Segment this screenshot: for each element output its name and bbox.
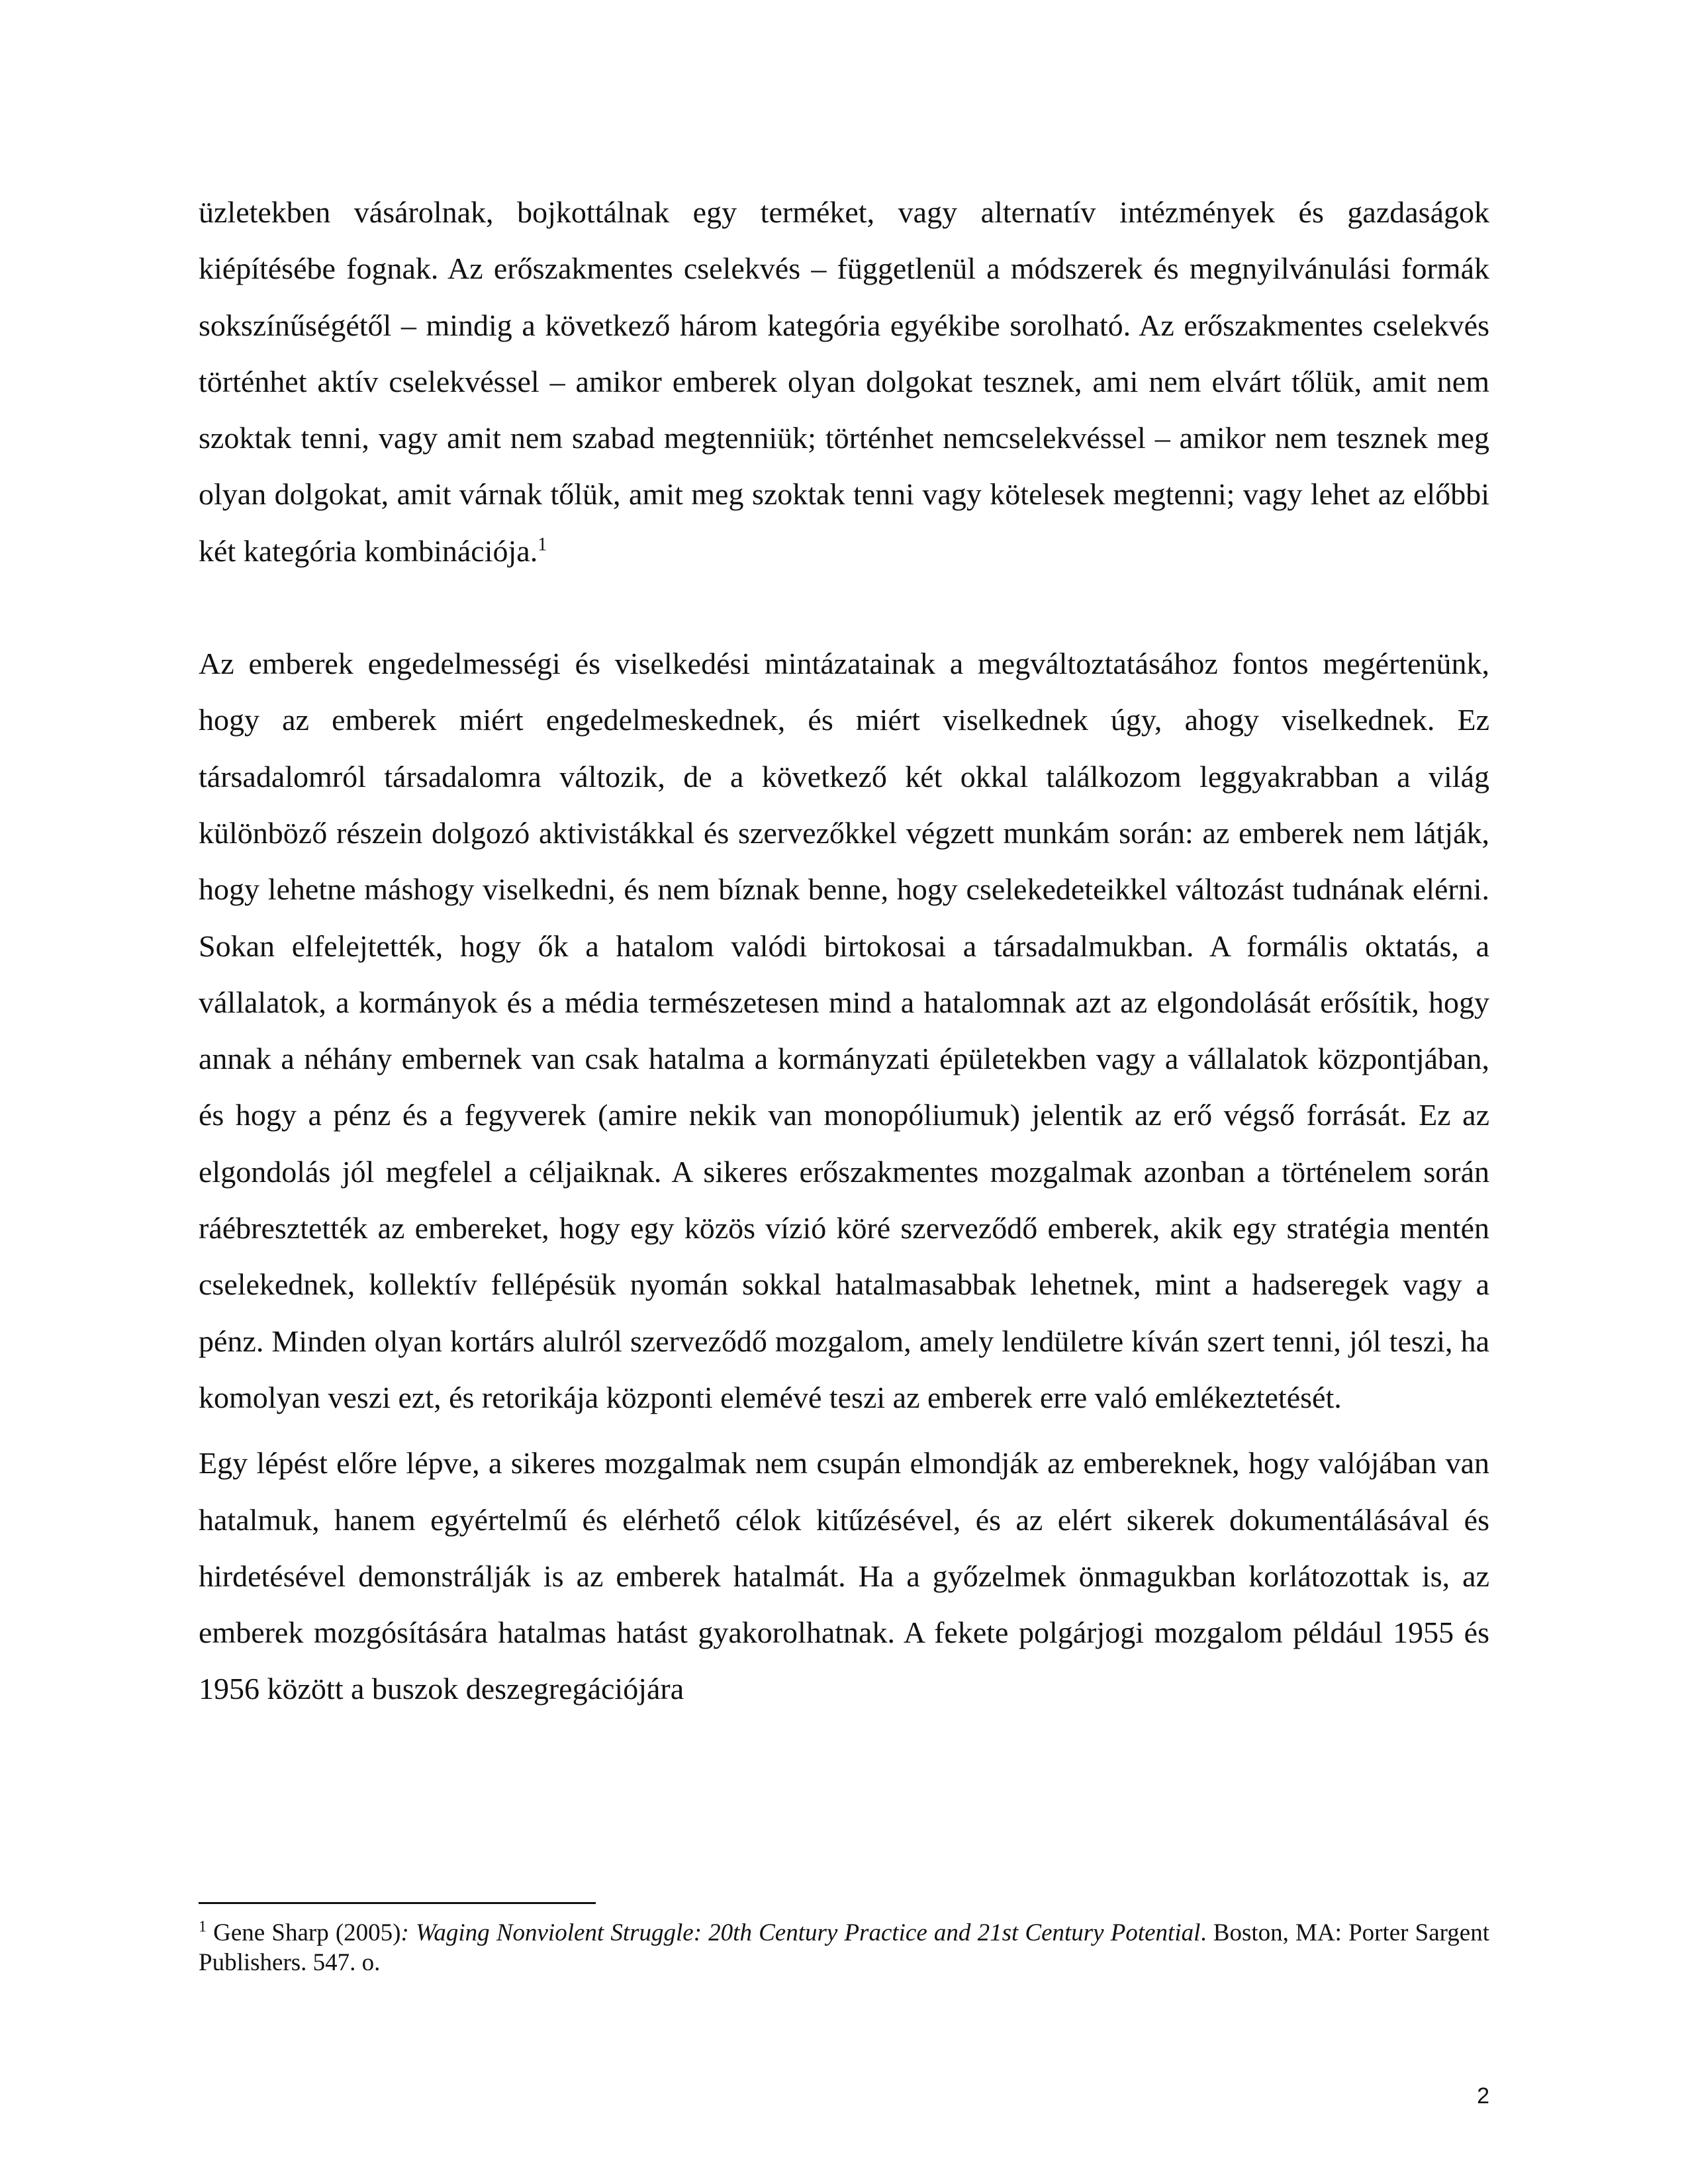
footnote-publisher: . Boston, MA: Porter Sargent Publishers. 547. o. bbox=[199, 1919, 1490, 1976]
footnote-reference[interactable]: 1 bbox=[538, 534, 547, 555]
page-number: 2 bbox=[1477, 2083, 1489, 2109]
footnote-separator bbox=[199, 1902, 596, 1904]
paragraph-1-text: üzletekben vásárolnak, bojkottálnak egy terméket, vagy alternatív intézmények és gazdaságok kiépítésébe fognak. Az erőszakmentes cselekvés – függetlenül a módszerek és megnyilvánulási formák sokszínűségétől – mindig a következő három kategória egyékibe sorolható. Az erőszakmentes cselekvés történhet aktív cselekvéssel – amikor emberek olyan dolgokat tesznek, ami nem elvárt tőlük, amit nem szoktak tenni, vagy amit nem szabad megtenniük; történhet nemcselekvéssel – amikor nem tesznek meg olyan dolgokat, amit várnak tőlük, amit meg szoktak tenni vagy kötelesek megtenni; vagy lehet az előbbi két kategória kombinációja. bbox=[199, 195, 1489, 568]
footnote-author-year: Gene Sharp (2005) bbox=[213, 1919, 401, 1946]
footnote-colon: : bbox=[400, 1919, 409, 1946]
footnote bbox=[199, 1918, 1489, 1978]
body-text bbox=[199, 184, 1489, 1717]
paragraph-3: Egy lépést előre lépve, a sikeres mozgalmak nem csupán elmondják az embereknek, hogy valójában van hatalmuk, hanem egyértelmű és elérhető célok kitűzésével, és az elért sikerek dokumentálásával és hirdetésével demonstrálják is az emberek hatalmát. Ha a győzelmek önmagukban korlátozottak is, az emberek mozgósítására hatalmas hatást gyakorolhatnak. A fekete polgárjogi mozgalom például 1955 és 1956 között a buszok deszegregációjára bbox=[199, 1446, 1489, 1706]
footnote-number: 1 bbox=[199, 1918, 207, 1936]
paragraph-2: Az emberek engedelmességi és viselkedési mintázatainak a megváltoztatásához fontos megértenünk, hogy az emberek miért engedelmeskednek, és miért viselkednek úgy, ahogy viselkednek. Ez társadalomról társadalomra változik, de a következő két okkal találkozom leggyakrabban a világ különböző részein dolgozó aktivistákkal és szervezőkkel végzett munkám során: az emberek nem látják, hogy lehetne máshogy viselkedni, és nem bíznak benne, hogy cselekedeteikkel változást tudnának elérni. Sokan elfelejtették, hogy ők a hatalom valódi birtokosai a társadalmukban. A formális oktatás, a vállalatok, a kormányok és a média természetesen mind a hatalomnak azt az elgondolását erősítik, hogy annak a néhány embernek van csak hatalma a kormányzati épületekben vagy a vállalatok központjában, és hogy a pénz és a fegyverek (amire nekik van monopóliumuk) jelentik az erő végső forrását. Ez az elgondolás jól megfelel a céljaiknak. A sikeres erőszakmentes mozgalmak azonban a történelem során ráébresztették az embereket, hogy egy közös vízió köré szerveződő emberek, akik egy stratégia mentén cselekednek, kollektív fellépésük nyomán sokkal hatalmasabbak lehetnek, mint a hadseregek vagy a pénz. Minden olyan kortárs alulról szerveződő mozgalom, amely lendületre kíván szert tenni, jól teszi, ha komolyan veszi ezt, és retorikája központi elemévé teszi az emberek erre való emlékeztetését. bbox=[199, 647, 1489, 1414]
paragraph-1 bbox=[199, 184, 1489, 579]
footnote-title: Waging Nonviolent Struggle: 20th Century Practice and 21st Century Potential bbox=[415, 1919, 1201, 1946]
